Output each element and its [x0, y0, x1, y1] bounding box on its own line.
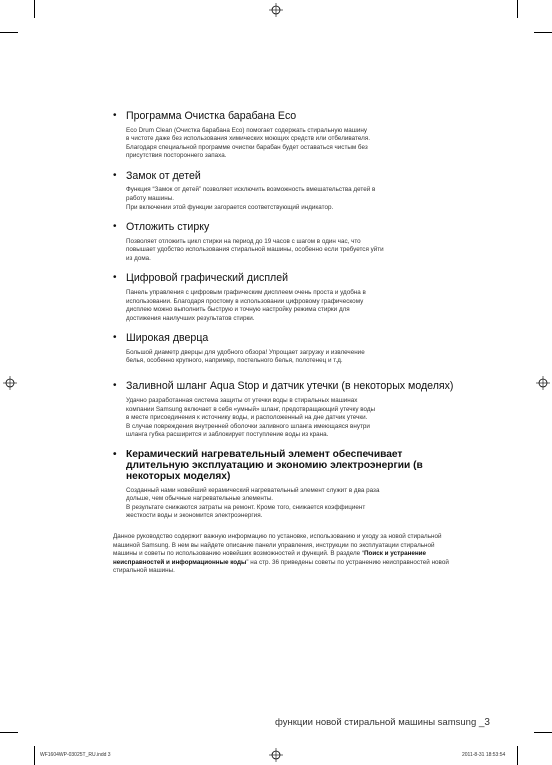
- description-line: белья, особенно крупного, например, постельного белья, полотенец и т.д.: [126, 357, 343, 365]
- bullet-icon: •: [113, 169, 117, 181]
- description-line: дольше, чем обычные нагревательные элементы.: [126, 495, 274, 503]
- crop-mark: [517, 746, 518, 765]
- registration-mark-icon: [269, 748, 283, 762]
- crop-mark: [534, 32, 552, 33]
- description-line: жесткости воды и экономится электроэнергия.: [126, 512, 263, 520]
- description-line: Большой диаметр дверцы для удобного обзора! Упрощает загрузку и извлечение: [126, 348, 365, 356]
- description-line: Панель управления с цифровым графическим дисплеем очень проста и удобна в: [126, 288, 366, 296]
- slug-datetime: 2011-8-31 18:53:54: [462, 752, 506, 758]
- feature-description: [126, 238, 458, 264]
- feature-item: [113, 332, 458, 366]
- bullet-icon: •: [113, 332, 117, 344]
- description-line: в месте присоединения к источнику воды, и расположенный на дне датчик утечки.: [126, 414, 368, 422]
- feature-title: Керамический нагревательный элемент обеспечивает длительную эксплуатацию и экономию электроэнергии (в некоторых моделях): [126, 448, 423, 483]
- description-line: В результате снижаются затраты на ремонт. Кроме того, снижается коэффициент: [126, 503, 366, 511]
- feature-item: [113, 170, 458, 212]
- description-line: из дома.: [126, 254, 151, 262]
- bullet-icon: •: [113, 221, 117, 233]
- description-line: При включении этой функции загорается соответствующий индикатор.: [126, 203, 334, 211]
- feature-heading: [113, 449, 458, 483]
- description-line: шланга губка расширится и заблокирует поступление воды из крана.: [126, 431, 329, 439]
- crop-mark: [34, 0, 35, 18]
- crop-mark: [0, 732, 18, 733]
- intro-text: Данное руководство содержит важную информацию по установке, использованию и уходу за новой стиральной машиной Samsung. В нем вы найдете описание панели управления, инструкции по эксплуатации стиральной машины и советы по использованию новейших возможностей и функций. В разделе “: [113, 532, 442, 558]
- description-line: дисплею можно выполнить быструю и точную настройку режима стирки для: [126, 306, 350, 314]
- description-line: использовании. Благодаря простому в использовании цифровому графическому: [126, 297, 364, 305]
- description-line: Eco Drum Clean (Очистка барабана Eco) помогает содержать стиральную машину: [126, 126, 367, 134]
- crop-mark: [534, 732, 552, 733]
- description-line: Удачно разработанная система защиты от утечки воды в стиральных машинах: [126, 397, 358, 404]
- feature-item: [113, 272, 458, 323]
- description-line: в чистоте даже без использования химических моющих средств или отбеливателя.: [126, 135, 370, 143]
- intro-text: ” на стр. 36 приведены советы по устранению неисправностей новой стиральной машины.: [113, 558, 449, 575]
- registration-mark-icon: [3, 376, 17, 390]
- feature-title: Отложить стирку: [126, 221, 210, 234]
- bullet-icon: •: [113, 272, 117, 284]
- feature-title: Программа Очистка барабана Eco: [126, 110, 297, 122]
- feature-item: [113, 380, 458, 440]
- feature-heading: [113, 380, 458, 393]
- feature-description: [126, 487, 458, 521]
- feature-description: [126, 349, 458, 366]
- feature-description: [126, 186, 458, 212]
- feature-item: [113, 449, 458, 521]
- crop-mark: [0, 32, 18, 33]
- description-line: достижения наилучших результатов стирки.: [126, 314, 255, 322]
- feature-list: [113, 110, 458, 582]
- feature-item: [113, 110, 458, 161]
- description-line: работу машины.: [126, 194, 174, 202]
- bullet-icon: •: [113, 380, 117, 391]
- description-line: присутствия постороннего запаха.: [126, 152, 227, 160]
- feature-heading: [113, 110, 458, 123]
- feature-heading: [113, 272, 458, 285]
- feature-heading: [113, 170, 458, 183]
- section-name: функции новой стиральной машины samsung: [275, 717, 477, 728]
- feature-title: Замок от детей: [126, 169, 201, 182]
- registration-mark-icon: [269, 3, 283, 17]
- feature-title: Заливной шланг Aqua Stop и датчик утечки (в некоторых моделях): [126, 380, 454, 392]
- description-line: компании Samsung включает в себя «умный» шланг, предотвращающий утечку воды: [126, 405, 376, 413]
- troubleshooting-reference: Поиск и устранение неисправностей и информационные коды: [113, 550, 427, 566]
- feature-title: Цифровой графический дисплей: [126, 272, 289, 285]
- description-line: Созданный нами новейший керамический нагревательный элемент служит в два раза: [126, 486, 380, 494]
- feature-description: [126, 127, 458, 161]
- feature-heading: [113, 221, 458, 234]
- feature-description: [126, 289, 458, 323]
- description-line: В случае повреждения внутренней оболочки заливного шланга имеющаяся внутри: [126, 422, 370, 430]
- description-line: Функция “Замок от детей” позволяет исключить возможность вмешательства детей в: [126, 186, 376, 194]
- page-number: _3: [478, 717, 490, 728]
- page-footer: [275, 717, 490, 728]
- description-line: Позволяет отложить цикл стирки на период до 19 часов с шагом в один час, что: [126, 237, 361, 245]
- crop-mark: [34, 746, 35, 765]
- description-line: повышает удобство использования стиральной машины, особенно если требуется уйти: [126, 246, 384, 254]
- crop-mark: [517, 0, 518, 18]
- registration-mark-icon: [536, 376, 550, 390]
- intro-paragraph: [113, 533, 458, 576]
- feature-item: [113, 221, 458, 263]
- feature-title: Широкая дверца: [126, 332, 209, 345]
- bullet-icon: •: [113, 110, 117, 121]
- feature-description: [126, 397, 458, 440]
- bullet-icon: •: [113, 448, 117, 460]
- feature-heading: [113, 332, 458, 345]
- slug-filename: WF1604WP-03025T_RU.indd 3: [40, 752, 111, 758]
- description-line: Благодаря специальной программе очистки барабан будет оставаться чистым без: [126, 143, 368, 151]
